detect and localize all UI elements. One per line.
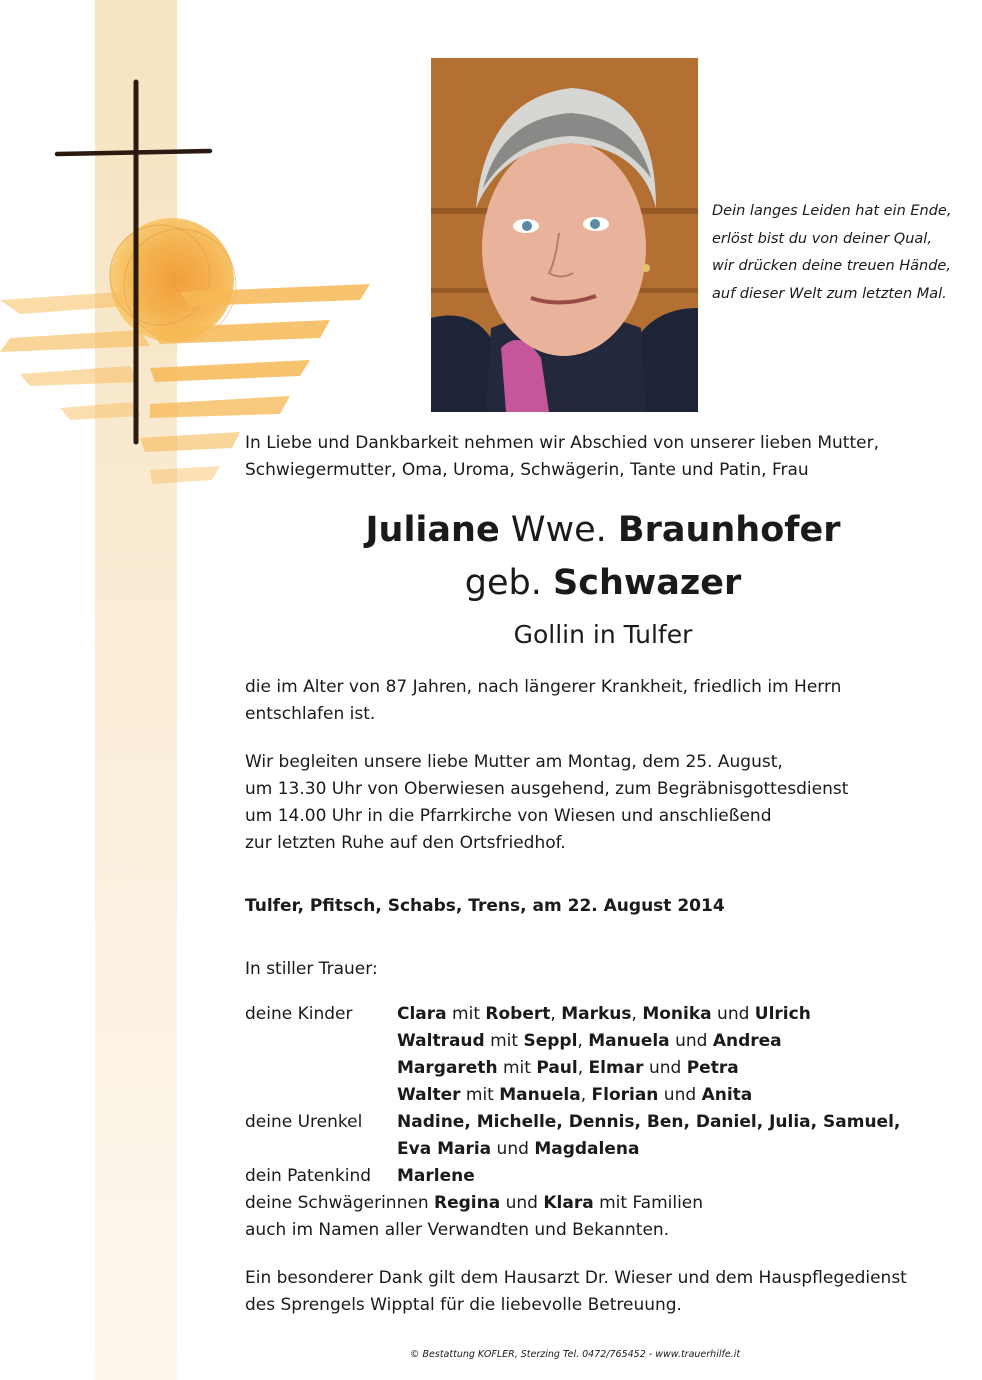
person-name: Seppl <box>523 1031 578 1051</box>
person-name: Ulrich <box>754 1004 811 1024</box>
poem-line: auf dieser Welt zum letzten Mal. <box>712 285 947 302</box>
person-name: Magdalena <box>534 1139 640 1159</box>
person-name: Robert <box>485 1004 551 1024</box>
connector-text: mit <box>460 1085 500 1105</box>
person-name: Clara <box>397 1004 447 1024</box>
name-middle: Wwe. <box>510 510 607 550</box>
great-grandchildren-list <box>397 1109 900 1163</box>
death-line: die im Alter von 87 Jahren, nach längerer Krankheit, friedlich im Herrn <box>245 677 842 697</box>
name-line <box>397 1136 900 1163</box>
funeral-text <box>245 749 848 857</box>
deceased-name <box>245 507 961 553</box>
mourning-heading: In stiller Trauer: <box>245 959 378 979</box>
person-name: Paul <box>536 1058 578 1078</box>
name-line <box>397 1082 811 1109</box>
person-name: Klara <box>543 1193 594 1213</box>
footer-credit: © Bestattung KOFLER, Sterzing Tel. 0472/765452 - www.trauerhilfe.it <box>410 1349 741 1360</box>
place-date: Tulfer, Pfitsch, Schabs, Trens, am 22. August 2014 <box>245 896 725 916</box>
person-name: Regina <box>434 1193 501 1213</box>
thanks-line: des Sprengels Wipptal für die liebevolle Betreuung. <box>245 1295 682 1315</box>
poem <box>712 198 977 308</box>
poem-line: erlöst bist du von deiner Qual, <box>712 230 932 247</box>
great-grandchildren-label: deine Urenkel <box>245 1112 363 1132</box>
person-name: Manuela <box>499 1085 581 1105</box>
person-name: Elmar <box>588 1058 644 1078</box>
godchild-label: dein Patenkind <box>245 1166 372 1186</box>
residence: Gollin in Tulfer <box>513 620 693 649</box>
person-name: Margareth <box>397 1058 498 1078</box>
person-name: Nadine, Michelle, Dennis, Ben, Daniel, Julia, Samuel, <box>397 1112 901 1132</box>
connector-text: und <box>669 1031 713 1051</box>
poem-line: Dein langes Leiden hat ein Ende, <box>712 203 952 219</box>
thanks-text <box>245 1265 907 1319</box>
name-line <box>397 1109 900 1136</box>
person-name: Anita <box>701 1085 753 1105</box>
birth-surname: Schwazer <box>553 563 742 603</box>
portrait-image <box>431 58 698 412</box>
person-name: Petra <box>686 1058 739 1078</box>
person-name: Monika <box>642 1004 712 1024</box>
children-list <box>397 1001 811 1109</box>
intro-line: Schwiegermutter, Oma, Uroma, Schwägerin, Tante und Patin, Frau <box>245 460 809 480</box>
connector-text: deine Schwägerinnen <box>245 1193 434 1213</box>
godchild-name <box>397 1163 475 1190</box>
name-line <box>397 1028 811 1055</box>
connector-text: und <box>711 1004 755 1024</box>
connector-text: , <box>631 1004 643 1024</box>
thanks-line: Ein besonderer Dank gilt dem Hausarzt Dr. Wieser und dem Hauspflegedienst <box>245 1268 907 1288</box>
birth-prefix: geb. <box>464 563 542 603</box>
connector-text: und <box>491 1139 535 1159</box>
funeral-line: um 13.30 Uhr von Oberwiesen ausgehend, zum Begräbnisgottesdienst <box>245 779 849 799</box>
connector-text: , <box>577 1058 589 1078</box>
person-name: Andrea <box>712 1031 782 1051</box>
portrait-photo <box>431 58 698 412</box>
connector-text: , <box>577 1031 589 1051</box>
death-line: entschlafen ist. <box>245 704 376 724</box>
sun-icon <box>110 218 236 342</box>
funeral-line: Wir begleiten unsere liebe Mutter am Montag, dem 25. August, <box>245 752 783 772</box>
birth-name <box>245 560 961 606</box>
person-name: Markus <box>561 1004 632 1024</box>
connector-text: mit Familien <box>593 1193 704 1213</box>
connector-text: und <box>658 1085 702 1105</box>
connector-text: mit <box>484 1031 524 1051</box>
connector-text: und <box>500 1193 544 1213</box>
person-name: Florian <box>591 1085 659 1105</box>
person-name: Walter <box>397 1085 461 1105</box>
sisters-in-law-line <box>245 1190 703 1217</box>
name-line <box>397 1001 811 1028</box>
connector-text: und <box>643 1058 687 1078</box>
connector-text: mit <box>497 1058 537 1078</box>
children-label: deine Kinder <box>245 1004 353 1024</box>
first-name: Juliane <box>365 510 500 550</box>
person-name: Manuela <box>588 1031 670 1051</box>
godchild: Marlene <box>397 1166 475 1186</box>
death-text <box>245 674 841 728</box>
name-line <box>397 1055 811 1082</box>
intro-line: In Liebe und Dankbarkeit nehmen wir Abschied von unserer lieben Mutter, <box>245 433 879 453</box>
poem-line: wir drücken deine treuen Hände, <box>712 258 951 274</box>
intro-text <box>245 430 879 484</box>
last-name: Braunhofer <box>617 510 841 550</box>
person-name: Waltraud <box>397 1031 485 1051</box>
others-line: auch im Namen aller Verwandten und Bekannten. <box>245 1220 670 1240</box>
funeral-line: um 14.00 Uhr in die Pfarrkirche von Wiesen und anschließend <box>245 806 772 826</box>
connector-text: mit <box>446 1004 486 1024</box>
connector-text: , <box>580 1085 592 1105</box>
funeral-line: zur letzten Ruhe auf den Ortsfriedhof. <box>245 833 566 853</box>
connector-text: , <box>550 1004 562 1024</box>
person-name: Eva Maria <box>397 1139 492 1159</box>
